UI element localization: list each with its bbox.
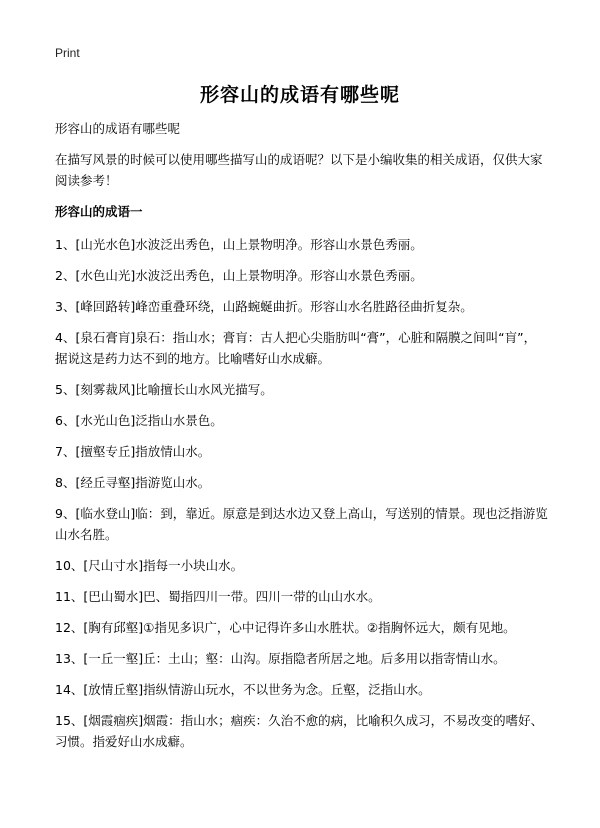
idiom-item: 3、[峰回路转]峰峦重叠环绕，山路蜿蜒曲折。形容山水名胜路径曲折复杂。	[55, 299, 473, 314]
idiom-item: 15、[烟霞痼疾]烟霞：指山水；痼疾：久治不愈的病，比喻积久成习，不易改变的嗜好、习惯。指爱好山水成癖。	[55, 713, 544, 749]
article-body	[55, 118, 548, 762]
article-subtitle: 形容山的成语有哪些呢	[55, 121, 181, 136]
idiom-item: 9、[临水登山]临：到，靠近。原意是到达水边又登上高山，写送别的情景。现也泛指游览山水名胜。	[55, 506, 548, 542]
section-heading: 形容山的成语一	[55, 204, 143, 219]
idiom-item: 13、[一丘一壑]丘：土山；壑：山沟。原指隐者所居之地。后多用以指寄情山水。	[55, 651, 506, 666]
idiom-item: 7、[擅壑专丘]指放情山水。	[55, 444, 211, 459]
idiom-item: 12、[胸有邱壑]①指见多识广，心中记得许多山水胜状。②指胸怀远大，颇有见地。	[55, 620, 516, 635]
idiom-item: 11、[巴山蜀水]巴、蜀指四川一带。四川一带的山山水水。	[55, 589, 381, 604]
page-title: 形容山的成语有哪些呢	[199, 84, 400, 106]
idiom-list	[55, 234, 548, 752]
intro-paragraph: 在描写风景的时候可以使用哪些描写山的成语呢？以下是小编收集的相关成语，仅供大家阅读参考！	[55, 152, 543, 188]
idiom-item: 8、[经丘寻壑]指游览山水。	[55, 475, 211, 490]
idiom-item: 6、[水光山色]泛指山水景色。	[55, 413, 223, 428]
print-link[interactable]: Print	[55, 46, 80, 60]
idiom-item: 10、[尺山寸水]指每一小块山水。	[55, 558, 244, 573]
idiom-item: 2、[水色山光]水波泛出秀色，山上景物明净。形容山水景色秀丽。	[55, 268, 423, 283]
idiom-item: 1、[山光水色]水波泛出秀色，山上景物明净。形容山水景色秀丽。	[55, 237, 423, 252]
idiom-item: 5、[刻雾裁风]比喻擅长山水风光描写。	[55, 382, 273, 397]
idiom-item: 14、[放情丘壑]指纵情游山玩水，不以世务为念。丘壑，泛指山水。	[55, 682, 431, 697]
idiom-item: 4、[泉石膏肓]泉石：指山水；膏肓：古人把心尖脂肪叫“膏”，心脏和隔膜之间叫“肓”，据说这是药力达不到的地方。比喻嗜好山水成癖。	[55, 330, 537, 366]
